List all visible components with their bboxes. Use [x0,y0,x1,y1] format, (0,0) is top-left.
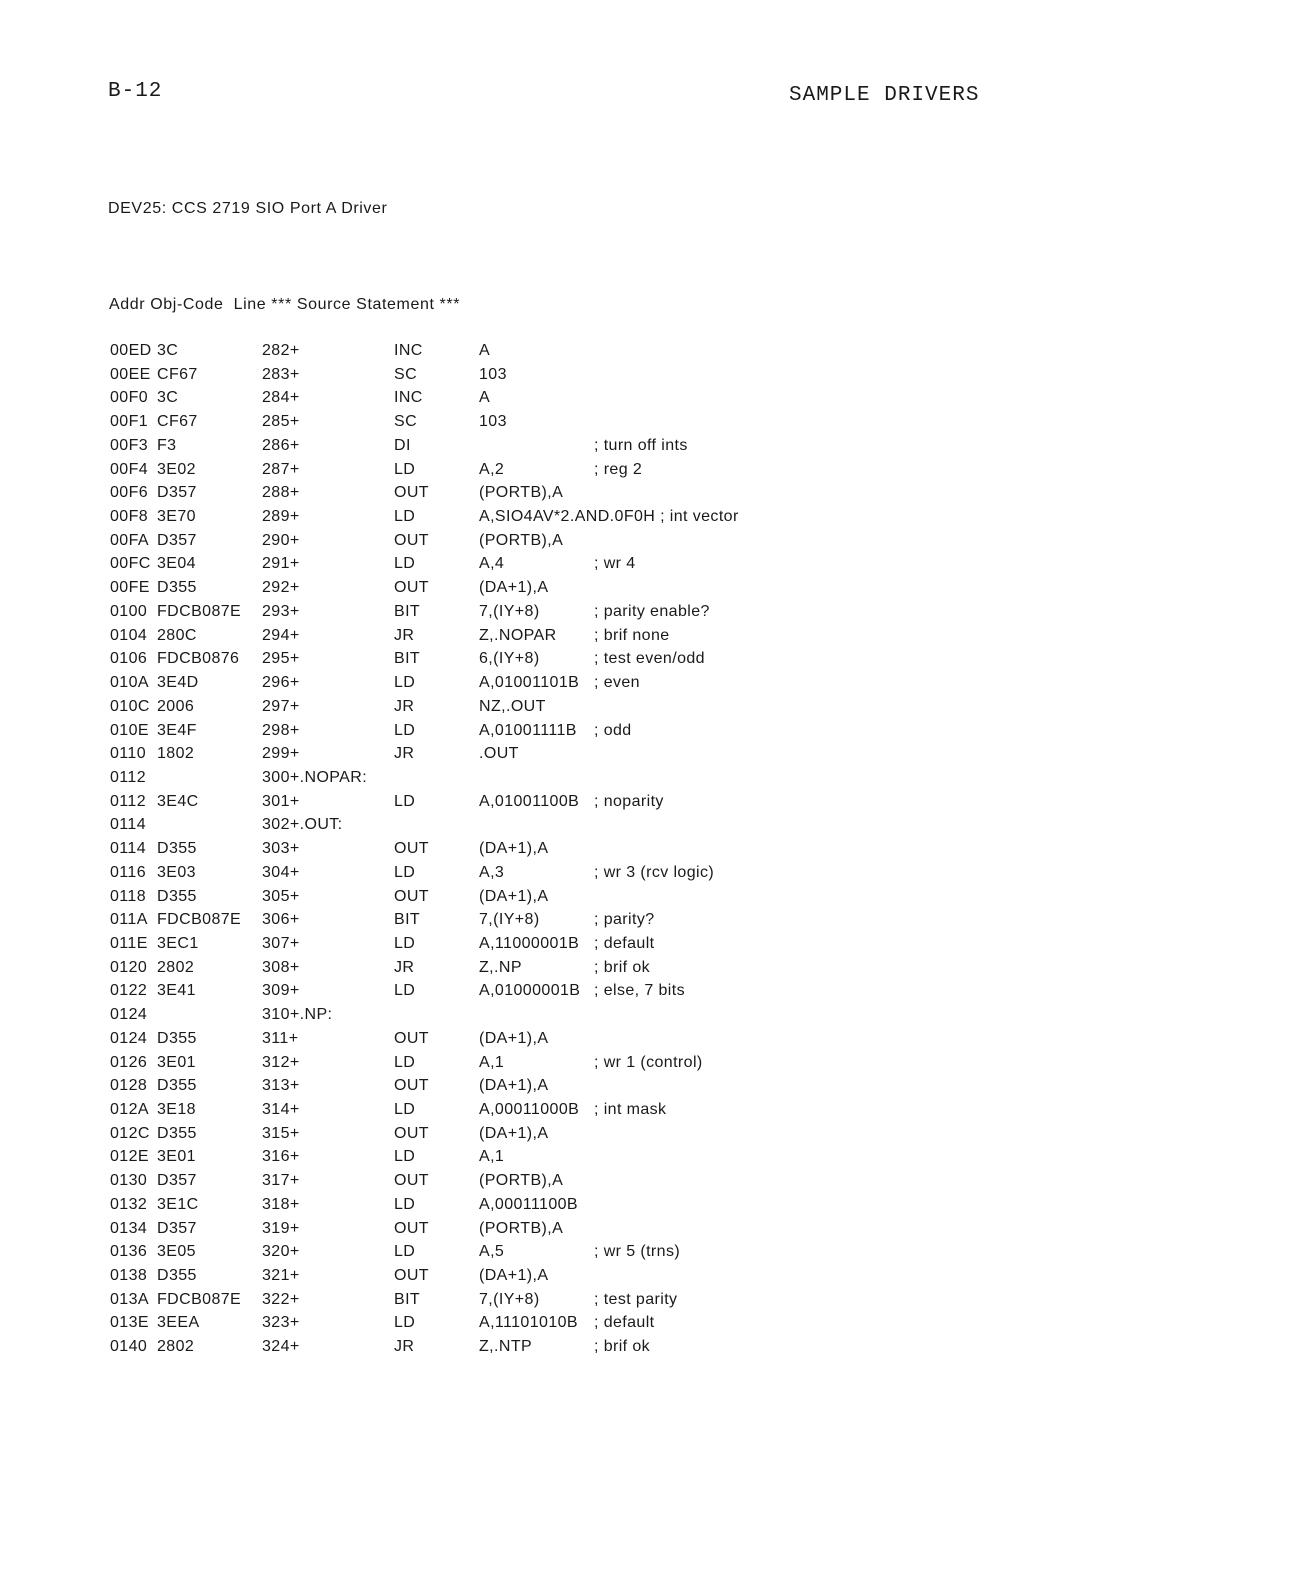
opcode-cell: LD [394,1314,416,1332]
line-number-cell: 323+ [262,1314,300,1332]
line-number-cell: 306+ [262,911,300,929]
line-number-cell: 295+ [262,650,300,668]
object-code-cell: CF67 [157,413,198,431]
listing-row [110,413,830,437]
opcode-cell: LD [394,555,416,573]
object-code-cell: D357 [157,484,197,502]
opcode-cell: SC [394,365,418,383]
object-code-cell: CF67 [157,365,198,383]
operand-cell: 6,(IY+8) [479,650,540,668]
object-code-cell: D357 [157,531,197,549]
line-number-cell: 287+ [262,460,300,478]
line-number-cell: 314+ [262,1101,300,1118]
opcode-cell: LD [394,1243,416,1261]
listing-row [110,911,830,935]
address-cell: 0130 [110,1172,148,1190]
address-cell: 010A [110,674,149,692]
listing-row [110,793,830,817]
listing-row [110,888,830,912]
operand-cell: (DA+1),A [479,887,549,905]
operand-cell: A [479,342,491,359]
address-cell: 0136 [110,1243,148,1261]
line-number-cell: 313+ [262,1077,300,1095]
opcode-cell: JR [394,1338,415,1356]
operand-cell: A,2 [479,460,505,478]
operand-cell: A,00011100B [479,1195,579,1213]
line-number-cell: 282+ [262,342,300,359]
listing-row [110,959,830,983]
line-number-cell: 296+ [262,674,300,692]
operand-cell: (DA+1),A [479,1267,549,1285]
page-number: B-12 [108,80,163,103]
listing-row [110,1243,830,1267]
object-code-cell: 1802 [157,745,195,763]
section-title: DEV25: CCS 2719 SIO Port A Driver [108,200,388,217]
listing-row [110,1338,830,1362]
listing-column-header: Addr Obj-Code Line *** Source Statement *** [109,296,461,313]
object-code-cell: 3E01 [157,1053,196,1071]
line-number-cell: 308+ [262,958,300,976]
operand-cell: A,01001101B [479,674,580,692]
line-number-cell: 317+ [262,1172,300,1190]
listing-row [110,1220,830,1244]
opcode-cell: OUT [394,1267,429,1285]
line-number-cell: 320+ [262,1243,300,1261]
listing-row [110,627,830,651]
address-cell: 0122 [110,982,148,1000]
object-code-cell: D355 [157,1029,197,1047]
comment-cell: ; int mask [594,1101,667,1118]
listing-row [110,1101,830,1125]
line-number-cell: 318+ [262,1195,300,1213]
operand-cell: (DA+1),A [479,579,549,597]
comment-cell: ; parity enable? [594,602,710,620]
line-number-cell: 315+ [262,1124,300,1142]
address-cell: 013E [110,1314,149,1332]
object-code-cell: 3E4C [157,792,199,810]
operand-cell: 7,(IY+8) [479,602,540,620]
line-number-cell: 307+ [262,934,300,952]
address-cell: 012C [110,1124,150,1142]
address-cell: 00F1 [110,413,149,431]
address-cell: 00F6 [110,484,149,502]
address-cell: 012E [110,1148,149,1166]
listing-row [110,579,830,603]
operand-cell: NZ,.OUT [479,697,546,715]
operand-cell: (DA+1),A [479,840,549,858]
object-code-cell: 2006 [157,697,195,715]
opcode-cell: LD [394,863,416,881]
address-cell: 0104 [110,626,148,644]
operand-cell: (PORTB),A [479,1219,564,1237]
comment-cell: ; brif ok [594,958,651,976]
object-code-cell: D355 [157,840,197,858]
object-code-cell: D355 [157,1124,197,1142]
opcode-cell: INC [394,342,423,359]
object-code-cell: 3C [157,342,179,359]
listing-row [110,722,830,746]
opcode-cell: LD [394,1195,416,1213]
operand-cell: 103 [479,365,507,383]
address-cell: 0134 [110,1219,148,1237]
opcode-cell: JR [394,626,415,644]
listing-row [110,1196,830,1220]
listing-row [110,1054,830,1078]
assembly-listing [110,342,830,1362]
operand-cell: A,01001111B [479,721,577,739]
opcode-cell: OUT [394,840,429,858]
listing-row [110,1172,830,1196]
object-code-cell: FDCB087E [157,911,242,929]
opcode-cell: OUT [394,1172,429,1190]
object-code-cell: 3E41 [157,982,196,1000]
object-code-cell: 2802 [157,1338,195,1356]
operand-cell: A,5 [479,1243,505,1261]
listing-row [110,342,830,366]
object-code-cell: F3 [157,436,177,454]
address-cell: 00FE [110,579,150,597]
opcode-cell: BIT [394,911,421,929]
address-cell: 012A [110,1101,149,1118]
comment-cell: ; test parity [594,1290,678,1308]
listing-row [110,935,830,959]
listing-row [110,1006,830,1030]
comment-cell: ; noparity [594,792,664,810]
listing-row [110,864,830,888]
address-cell: 0106 [110,650,148,668]
object-code-cell: 3E05 [157,1243,196,1261]
object-code-cell: 3E18 [157,1101,196,1118]
line-number-cell: 294+ [262,626,300,644]
opcode-cell: OUT [394,1219,429,1237]
object-code-cell: 3E1C [157,1195,199,1213]
operand-cell: A [479,389,491,407]
operand-cell: A,00011000B [479,1101,580,1118]
opcode-cell: JR [394,958,415,976]
address-cell: 00F3 [110,436,149,454]
operand-cell: A,01001100B [479,792,580,810]
line-number-cell: 300+.NOPAR: [262,768,368,786]
comment-cell: ; default [594,934,655,952]
comment-cell: ; else, 7 bits [594,982,685,1000]
line-number-cell: 312+ [262,1053,300,1071]
operand-cell: 103 [479,413,507,431]
address-cell: 010E [110,721,149,739]
opcode-cell: OUT [394,531,429,549]
address-cell: 00ED [110,342,152,359]
comment-cell: ; wr 5 (trns) [594,1243,681,1261]
line-number-cell: 285+ [262,413,300,431]
object-code-cell: 3E4F [157,721,197,739]
line-number-cell: 310+.NP: [262,1006,333,1024]
line-number-cell: 321+ [262,1267,300,1285]
object-code-cell: 3EEA [157,1314,200,1332]
address-cell: 011E [110,934,148,952]
address-cell: 0110 [110,745,147,763]
operand-cell: Z,.NOPAR [479,626,557,644]
opcode-cell: LD [394,460,416,478]
line-number-cell: 284+ [262,389,300,407]
listing-row [110,366,830,390]
line-number-cell: 298+ [262,721,300,739]
address-cell: 0140 [110,1338,148,1356]
comment-cell: ; parity? [594,911,655,929]
object-code-cell: 3E01 [157,1148,196,1166]
address-cell: 00F4 [110,460,149,478]
address-cell: 0124 [110,1029,148,1047]
listing-row [110,769,830,793]
line-number-cell: 309+ [262,982,300,1000]
line-number-cell: 324+ [262,1338,300,1356]
object-code-cell: 280C [157,626,197,644]
address-cell: 0132 [110,1195,148,1213]
listing-row [110,1148,830,1172]
comment-cell: ; default [594,1314,655,1332]
listing-row [110,532,830,556]
listing-row [110,603,830,627]
object-code-cell: D355 [157,1267,197,1285]
listing-row [110,674,830,698]
operand-cell: (PORTB),A [479,531,564,549]
comment-cell: ; test even/odd [594,650,705,668]
operand-cell: A,1 [479,1148,505,1166]
opcode-cell: OUT [394,1029,429,1047]
listing-row [110,437,830,461]
opcode-cell: SC [394,413,418,431]
object-code-cell: D355 [157,579,197,597]
address-cell: 0120 [110,958,148,976]
listing-row [110,816,830,840]
comment-cell: ; turn off ints [594,436,688,454]
line-number-cell: 301+ [262,792,300,810]
address-cell: 00FA [110,531,149,549]
address-cell: 010C [110,697,150,715]
address-cell: 00FC [110,555,151,573]
line-number-cell: 302+.OUT: [262,816,343,834]
listing-row [110,389,830,413]
address-cell: 0112 [110,768,147,786]
opcode-cell: OUT [394,1124,429,1142]
opcode-cell: LD [394,792,416,810]
opcode-cell: LD [394,1148,416,1166]
opcode-cell: LD [394,982,416,1000]
line-number-cell: 291+ [262,555,300,573]
opcode-cell: LD [394,508,416,526]
line-number-cell: 311+ [262,1029,299,1047]
address-cell: 00F8 [110,508,149,526]
opcode-cell: DI [394,436,411,454]
object-code-cell: D357 [157,1219,197,1237]
comment-cell: ; wr 3 (rcv logic) [594,863,715,881]
opcode-cell: LD [394,934,416,952]
object-code-cell: FDCB0876 [157,650,240,668]
address-cell: 0138 [110,1267,148,1285]
address-cell: 00EE [110,365,151,383]
listing-row [110,840,830,864]
comment-cell: ; wr 4 [594,555,636,573]
operand-cell: (PORTB),A [479,484,564,502]
line-number-cell: 290+ [262,531,300,549]
line-number-cell: 316+ [262,1148,300,1166]
operand-cell: (DA+1),A [479,1029,549,1047]
listing-row [110,698,830,722]
operand-cell: Z,.NTP [479,1338,533,1356]
object-code-cell: D357 [157,1172,197,1190]
line-number-cell: 293+ [262,602,300,620]
operand-cell: (DA+1),A [479,1077,549,1095]
comment-cell: ; wr 1 (control) [594,1053,703,1071]
operand-cell: A,11101010B [479,1314,579,1332]
object-code-cell: 3E70 [157,508,196,526]
object-code-cell: D355 [157,887,197,905]
line-number-cell: 288+ [262,484,300,502]
address-cell: 0114 [110,816,147,834]
address-cell: 00F0 [110,389,149,407]
line-number-cell: 299+ [262,745,300,763]
opcode-cell: OUT [394,887,429,905]
listing-row [110,1077,830,1101]
object-code-cell: 3E04 [157,555,196,573]
line-number-cell: 292+ [262,579,300,597]
listing-row [110,1125,830,1149]
address-cell: 0100 [110,602,148,620]
object-code-cell: 3E03 [157,863,196,881]
comment-cell: ; reg 2 [594,460,643,478]
listing-row [110,745,830,769]
operand-cell: A,3 [479,863,505,881]
opcode-cell: LD [394,1053,416,1071]
listing-row [110,555,830,579]
object-code-cell: FDCB087E [157,602,242,620]
operand-cell: 7,(IY+8) [479,1290,540,1308]
object-code-cell: 3EC1 [157,934,199,952]
operand-cell: Z,.NP [479,958,522,976]
listing-row [110,1291,830,1315]
line-number-cell: 303+ [262,840,300,858]
address-cell: 0112 [110,792,147,810]
address-cell: 013A [110,1290,149,1308]
address-cell: 0128 [110,1077,148,1095]
line-number-cell: 297+ [262,697,300,715]
comment-cell: ; brif none [594,626,670,644]
listing-row [110,461,830,485]
line-number-cell: 319+ [262,1219,300,1237]
address-cell: 011A [110,911,148,929]
line-number-cell: 322+ [262,1290,300,1308]
opcode-cell: OUT [394,484,429,502]
operand-cell: A,4 [479,555,505,573]
line-number-cell: 289+ [262,508,300,526]
object-code-cell: 2802 [157,958,195,976]
comment-cell: ; even [594,674,640,692]
page-header: SAMPLE DRIVERS [789,84,980,107]
listing-row [110,982,830,1006]
operand-cell: (PORTB),A [479,1172,564,1190]
opcode-cell: OUT [394,579,429,597]
operand-cell: A,1 [479,1053,505,1071]
address-cell: 0124 [110,1006,148,1024]
opcode-cell: JR [394,745,415,763]
opcode-cell: OUT [394,1077,429,1095]
opcode-cell: JR [394,697,415,715]
object-code-cell: FDCB087E [157,1290,242,1308]
address-cell: 0126 [110,1053,148,1071]
line-number-cell: 286+ [262,436,300,454]
opcode-cell: INC [394,389,423,407]
object-code-cell: D355 [157,1077,197,1095]
listing-row [110,650,830,674]
opcode-cell: LD [394,674,416,692]
operand-cell: 7,(IY+8) [479,911,540,929]
comment-cell: ; odd [594,721,632,739]
line-number-cell: 305+ [262,887,300,905]
operand-cell: A,01000001B [479,982,581,1000]
listing-row [110,1030,830,1054]
opcode-cell: BIT [394,650,421,668]
opcode-cell: BIT [394,602,421,620]
address-cell: 0116 [110,863,147,881]
object-code-cell: 3E4D [157,674,199,692]
operand-cell: (DA+1),A [479,1124,549,1142]
object-code-cell: 3E02 [157,460,196,478]
listing-row [110,508,830,532]
operand-cell: A,SIO4AV*2.AND.0F0H ; int vector [479,508,739,526]
opcode-cell: BIT [394,1290,421,1308]
object-code-cell: 3C [157,389,179,407]
listing-row [110,484,830,508]
comment-cell: ; brif ok [594,1338,651,1356]
listing-row [110,1314,830,1338]
opcode-cell: LD [394,721,416,739]
opcode-cell: LD [394,1101,416,1118]
line-number-cell: 304+ [262,863,300,881]
operand-cell: .OUT [479,745,519,763]
operand-cell: A,11000001B [479,934,580,952]
listing-row [110,1267,830,1291]
address-cell: 0118 [110,887,147,905]
line-number-cell: 283+ [262,365,300,383]
address-cell: 0114 [110,840,147,858]
